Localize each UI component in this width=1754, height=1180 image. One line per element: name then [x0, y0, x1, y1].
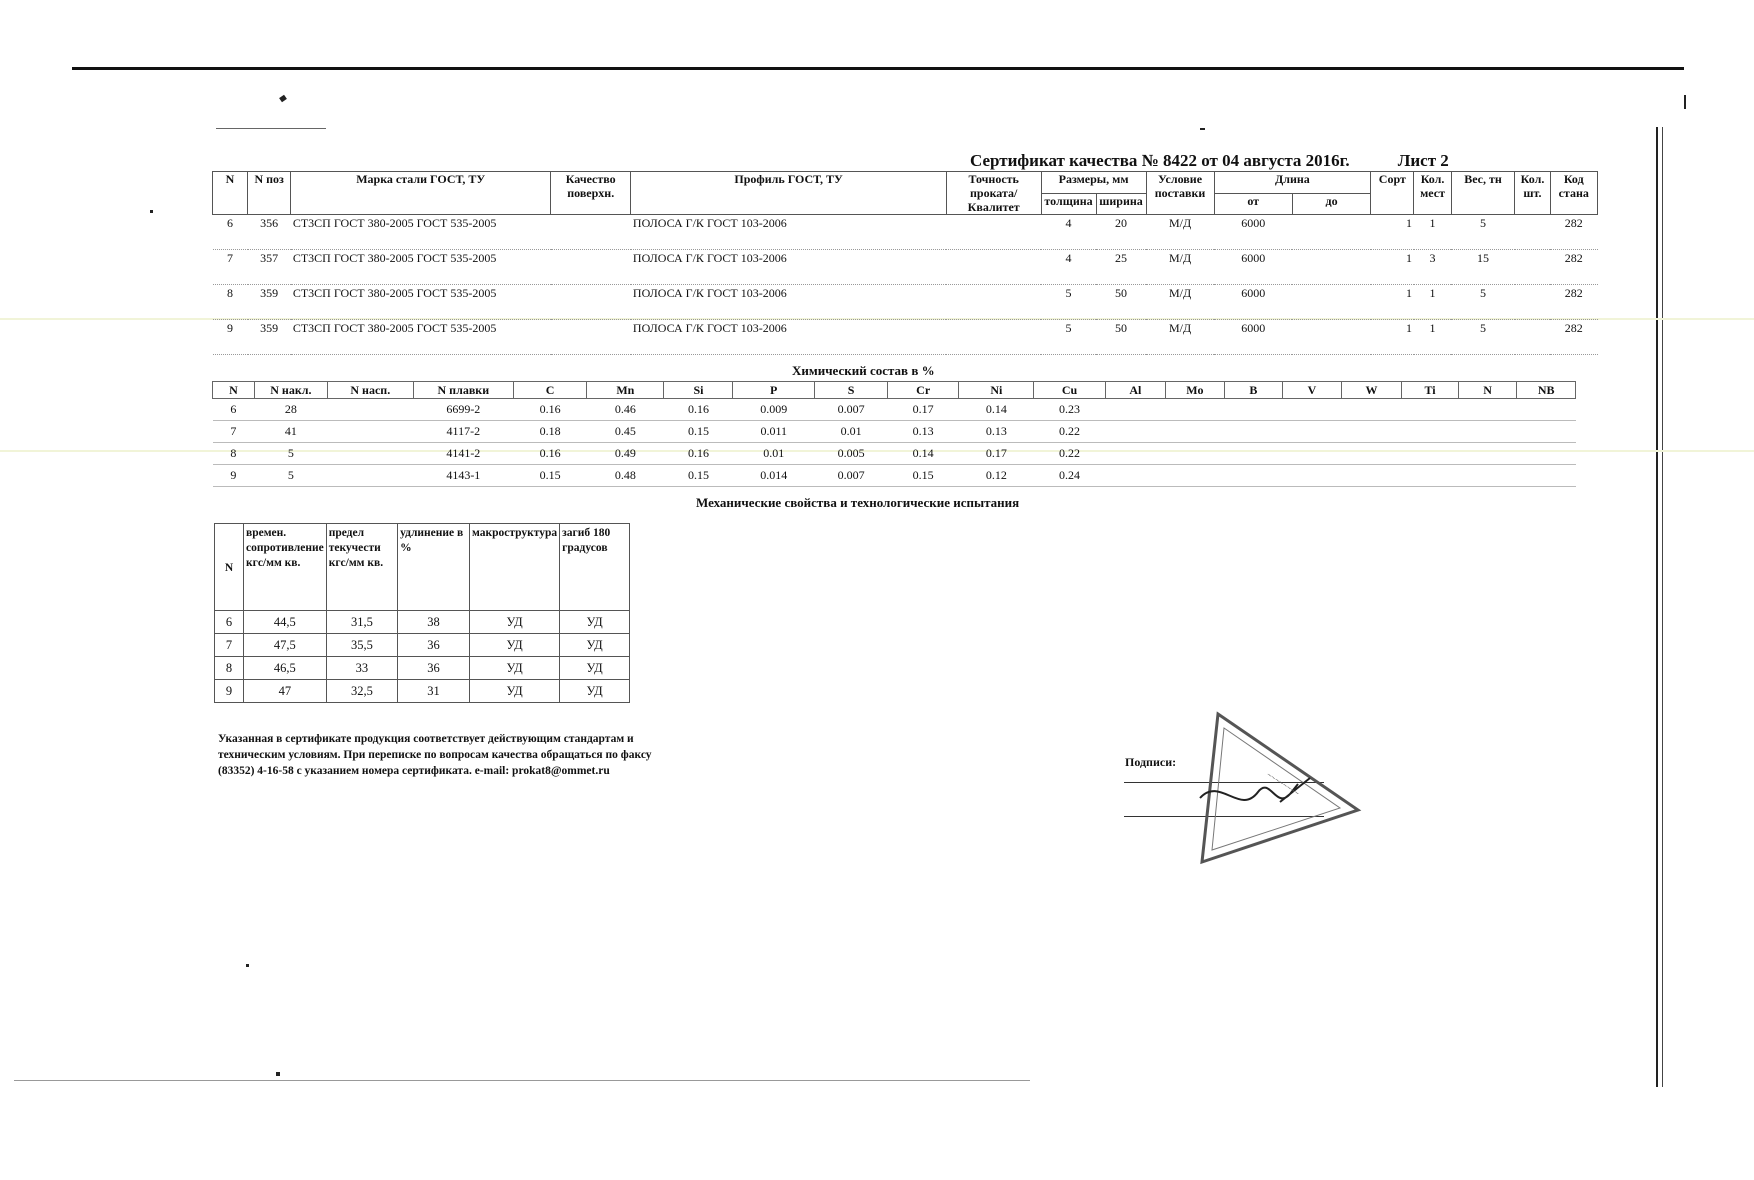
- scan-border-right-inner: [1662, 127, 1663, 1087]
- chem-cell: 0.007: [814, 465, 887, 487]
- chem-cell: 4143-1: [413, 465, 513, 487]
- chem-cell: 0.16: [513, 399, 586, 421]
- scan-speck: [150, 210, 153, 213]
- mech-header: удлинение в %: [398, 524, 470, 611]
- cell-profile: ПОЛОСА Г/К ГОСТ 103-2006: [631, 320, 946, 355]
- cell-pcs: [1515, 320, 1550, 355]
- header-pos: N поз: [248, 172, 291, 215]
- cell-sort: 1: [1371, 320, 1414, 355]
- header-places: Кол. мест: [1414, 172, 1451, 215]
- chem-cell: [1283, 443, 1342, 465]
- chem-cell: [1402, 465, 1458, 487]
- chem-cell: [327, 421, 413, 443]
- mech-cell: 36: [398, 657, 470, 680]
- sheet-number: Лист 2: [1397, 151, 1449, 170]
- chem-cell: [1517, 399, 1576, 421]
- mech-cell: 47: [243, 680, 326, 703]
- cell-width: 50: [1096, 320, 1146, 355]
- mech-cell: УД: [560, 634, 630, 657]
- chem-header: Cr: [888, 382, 959, 399]
- chem-cell: [1517, 443, 1576, 465]
- stamp-icon: [1180, 706, 1370, 870]
- chem-cell: 6: [213, 399, 255, 421]
- chem-cell: [1224, 465, 1283, 487]
- scan-speck: [276, 1072, 280, 1076]
- mech-cell: 31,5: [326, 611, 397, 634]
- scan-speck: [216, 128, 326, 129]
- mech-header: предел текучести кгс/мм кв.: [326, 524, 397, 611]
- chem-title: Химический состав в %: [792, 363, 935, 378]
- cell-accuracy: [946, 320, 1041, 355]
- note-line: техническим условиям. При переписке по вопросам качества обращаться по факсу: [218, 749, 652, 761]
- cell-grade: СТ3СП ГОСТ 380-2005 ГОСТ 535-2005: [291, 320, 551, 355]
- mech-cell: 8: [215, 657, 244, 680]
- cell-mill: 282: [1550, 320, 1598, 355]
- chem-cell: 0.15: [513, 465, 586, 487]
- chem-cell: 0.23: [1034, 399, 1105, 421]
- chem-cell: [1341, 465, 1402, 487]
- chem-cell: [327, 443, 413, 465]
- cell-pos: 359: [248, 285, 291, 320]
- chem-cell: 0.01: [733, 443, 815, 465]
- cell-grade: СТ3СП ГОСТ 380-2005 ГОСТ 535-2005: [291, 215, 551, 250]
- chem-cell: 0.009: [733, 399, 815, 421]
- header-profile: Профиль ГОСТ, ТУ: [631, 172, 946, 215]
- mech-cell: УД: [469, 611, 559, 634]
- chem-cell: 0.15: [664, 465, 733, 487]
- scan-speck: [279, 95, 287, 103]
- mech-cell: УД: [469, 680, 559, 703]
- chem-table: [212, 381, 1576, 487]
- table-row: [215, 680, 630, 703]
- cell-pcs: [1515, 250, 1550, 285]
- chem-cell: [1458, 443, 1517, 465]
- note-line: Указанная в сертификате продукция соответствует действующим стандартам и: [218, 733, 634, 745]
- cell-length-to: [1292, 320, 1370, 355]
- chem-cell: [1166, 421, 1225, 443]
- cell-thickness: 5: [1041, 285, 1096, 320]
- chem-cell: 0.46: [587, 399, 664, 421]
- chem-cell: 0.16: [664, 399, 733, 421]
- cell-pos: 357: [248, 250, 291, 285]
- chem-cell: 0.007: [814, 399, 887, 421]
- chem-cell: 0.45: [587, 421, 664, 443]
- cell-n: 7: [213, 250, 248, 285]
- table-row: [213, 320, 1598, 355]
- cell-grade: СТ3СП ГОСТ 380-2005 ГОСТ 535-2005: [291, 250, 551, 285]
- header-weight: Вес, тн: [1451, 172, 1515, 215]
- cell-surface: [551, 250, 631, 285]
- mech-cell: 47,5: [243, 634, 326, 657]
- mech-cell: 9: [215, 680, 244, 703]
- cell-length-to: [1292, 215, 1370, 250]
- table-row: [215, 611, 630, 634]
- certificate-number: Сертификат качества № 8422 от 04 августа 2016г.: [970, 151, 1350, 170]
- chem-cell: 0.15: [888, 465, 959, 487]
- chem-cell: 0.16: [664, 443, 733, 465]
- chem-cell: 0.13: [959, 421, 1034, 443]
- chem-header: Cu: [1034, 382, 1105, 399]
- cell-places: 3: [1414, 250, 1451, 285]
- mech-title: Механические свойства и технологические испытания: [696, 495, 1020, 510]
- chem-header: S: [814, 382, 887, 399]
- scan-border-bottom: [14, 1080, 1030, 1081]
- chem-cell: 0.22: [1034, 443, 1105, 465]
- cell-accuracy: [946, 215, 1041, 250]
- signature-label: Подписи:: [1125, 755, 1177, 769]
- cell-surface: [551, 285, 631, 320]
- cell-places: 1: [1414, 215, 1451, 250]
- mech-cell: 31: [398, 680, 470, 703]
- cell-sort: 1: [1371, 250, 1414, 285]
- mech-header: N: [215, 524, 244, 611]
- chem-header: P: [733, 382, 815, 399]
- chem-header: Mn: [587, 382, 664, 399]
- mech-cell: 6: [215, 611, 244, 634]
- header-length-to: до: [1292, 193, 1370, 215]
- chem-cell: [1458, 421, 1517, 443]
- chem-cell: 0.15: [664, 421, 733, 443]
- chem-cell: [1105, 465, 1166, 487]
- cell-pos: 356: [248, 215, 291, 250]
- cell-profile: ПОЛОСА Г/К ГОСТ 103-2006: [631, 215, 946, 250]
- mech-cell: УД: [560, 611, 630, 634]
- mech-cell: 36: [398, 634, 470, 657]
- cell-places: 1: [1414, 285, 1451, 320]
- cell-width: 50: [1096, 285, 1146, 320]
- certificate-title: [970, 151, 1449, 171]
- header-sizes: Размеры, мм: [1041, 172, 1146, 194]
- chem-header: V: [1283, 382, 1342, 399]
- chem-cell: [1105, 443, 1166, 465]
- mech-cell: 38: [398, 611, 470, 634]
- chem-cell: 0.014: [733, 465, 815, 487]
- chem-cell: 0.17: [959, 443, 1034, 465]
- cell-mill: 282: [1550, 285, 1598, 320]
- product-table: [212, 171, 1598, 355]
- chem-cell: 28: [254, 399, 327, 421]
- header-steel-grade: Марка стали ГОСТ, ТУ: [291, 172, 551, 215]
- scan-speck: [1200, 128, 1205, 130]
- header-accuracy: Точность проката/ Квалитет: [946, 172, 1041, 215]
- chem-cell: 0.13: [888, 421, 959, 443]
- cell-delivery: М/Д: [1146, 320, 1214, 355]
- cell-thickness: 5: [1041, 320, 1096, 355]
- cell-length-from: 6000: [1214, 285, 1292, 320]
- cell-n: 9: [213, 320, 248, 355]
- mech-cell: 44,5: [243, 611, 326, 634]
- cell-width: 25: [1096, 250, 1146, 285]
- chem-header: W: [1341, 382, 1402, 399]
- chem-cell: 0.14: [959, 399, 1034, 421]
- chem-header: N накл.: [254, 382, 327, 399]
- chem-header: N плавки: [413, 382, 513, 399]
- chem-cell: [1402, 399, 1458, 421]
- chem-header-row: [213, 382, 1576, 399]
- header-surface: Качество поверхн.: [551, 172, 631, 215]
- table-row: [215, 634, 630, 657]
- mech-cell: 32,5: [326, 680, 397, 703]
- cell-mill: 282: [1550, 215, 1598, 250]
- cell-length-from: 6000: [1214, 215, 1292, 250]
- chem-header: Ni: [959, 382, 1034, 399]
- header-length-from: от: [1214, 193, 1292, 215]
- mech-header-row: [215, 524, 630, 611]
- cell-sort: 1: [1371, 285, 1414, 320]
- chem-header: N: [1458, 382, 1517, 399]
- mech-cell: УД: [469, 657, 559, 680]
- cell-delivery: М/Д: [1146, 285, 1214, 320]
- table-row: [213, 250, 1598, 285]
- chem-cell: 5: [254, 443, 327, 465]
- cell-length-to: [1292, 285, 1370, 320]
- chem-cell: [1283, 465, 1342, 487]
- chem-header: NB: [1517, 382, 1576, 399]
- note-line: (83352) 4-16-58 с указанием номера сертификата. e-mail: prokat8@ommet.ru: [218, 765, 610, 777]
- mech-cell: 46,5: [243, 657, 326, 680]
- cell-mill: 282: [1550, 250, 1598, 285]
- chem-header: C: [513, 382, 586, 399]
- chem-cell: 0.01: [814, 421, 887, 443]
- header-mill: Код стана: [1550, 172, 1598, 215]
- chem-cell: [1283, 421, 1342, 443]
- chem-header: Ti: [1402, 382, 1458, 399]
- chem-cell: 4141-2: [413, 443, 513, 465]
- chem-header: N насп.: [327, 382, 413, 399]
- compliance-note: [218, 731, 838, 779]
- chem-cell: [1341, 443, 1402, 465]
- cell-accuracy: [946, 285, 1041, 320]
- chem-cell: 7: [213, 421, 255, 443]
- chem-cell: 41: [254, 421, 327, 443]
- chem-cell: [327, 465, 413, 487]
- cell-n: 6: [213, 215, 248, 250]
- chem-cell: [1224, 421, 1283, 443]
- chem-cell: 0.005: [814, 443, 887, 465]
- table-row: [213, 421, 1576, 443]
- cell-length-from: 6000: [1214, 320, 1292, 355]
- cell-weight: 15: [1451, 250, 1515, 285]
- chem-cell: 4117-2: [413, 421, 513, 443]
- chem-cell: [1283, 399, 1342, 421]
- table-row: [213, 465, 1576, 487]
- cell-profile: ПОЛОСА Г/К ГОСТ 103-2006: [631, 250, 946, 285]
- cell-pcs: [1515, 215, 1550, 250]
- cell-weight: 5: [1451, 320, 1515, 355]
- scan-border-top: [72, 67, 1684, 70]
- cell-pos: 359: [248, 320, 291, 355]
- chem-cell: 0.18: [513, 421, 586, 443]
- svg-text:~~~~~~~~: ~~~~~~~~: [1264, 770, 1302, 799]
- cell-length-from: 6000: [1214, 250, 1292, 285]
- mech-cell: 35,5: [326, 634, 397, 657]
- mech-cell: 7: [215, 634, 244, 657]
- cell-thickness: 4: [1041, 250, 1096, 285]
- chem-cell: 0.011: [733, 421, 815, 443]
- cell-sort: 1: [1371, 215, 1414, 250]
- chem-header: N: [213, 382, 255, 399]
- scan-speck: [246, 964, 249, 967]
- cell-surface: [551, 215, 631, 250]
- chem-cell: [1517, 465, 1576, 487]
- chem-header: B: [1224, 382, 1283, 399]
- chem-header: Al: [1105, 382, 1166, 399]
- header-width: ширина: [1096, 193, 1146, 215]
- cell-surface: [551, 320, 631, 355]
- mech-table: [214, 523, 630, 703]
- chem-cell: [327, 399, 413, 421]
- chem-cell: 0.12: [959, 465, 1034, 487]
- chem-cell: [1402, 421, 1458, 443]
- chem-cell: 0.16: [513, 443, 586, 465]
- chem-cell: [1341, 421, 1402, 443]
- chem-cell: [1458, 399, 1517, 421]
- chem-cell: 6699-2: [413, 399, 513, 421]
- chem-cell: 0.14: [888, 443, 959, 465]
- scan-border-right: [1656, 127, 1658, 1087]
- cell-delivery: М/Д: [1146, 250, 1214, 285]
- cell-places: 1: [1414, 320, 1451, 355]
- table-row: [215, 657, 630, 680]
- chem-cell: [1166, 443, 1225, 465]
- chem-cell: 0.17: [888, 399, 959, 421]
- table-row: [213, 443, 1576, 465]
- chem-header: Mo: [1166, 382, 1225, 399]
- mech-cell: УД: [560, 680, 630, 703]
- chem-cell: [1166, 399, 1225, 421]
- chem-cell: [1105, 399, 1166, 421]
- mech-header: макроструктура: [469, 524, 559, 611]
- header-thickness: толщина: [1041, 193, 1096, 215]
- cell-weight: 5: [1451, 285, 1515, 320]
- header-pcs: Кол. шт.: [1515, 172, 1550, 215]
- cell-weight: 5: [1451, 215, 1515, 250]
- scan-speck: [1684, 95, 1686, 109]
- table-row: [213, 215, 1598, 250]
- cell-accuracy: [946, 250, 1041, 285]
- chem-cell: 0.24: [1034, 465, 1105, 487]
- chem-cell: [1105, 421, 1166, 443]
- chem-cell: [1517, 421, 1576, 443]
- mech-header: времен. сопротивление кгс/мм кв.: [243, 524, 326, 611]
- cell-n: 8: [213, 285, 248, 320]
- cell-length-to: [1292, 250, 1370, 285]
- chem-cell: [1458, 465, 1517, 487]
- chem-cell: [1402, 443, 1458, 465]
- chem-cell: [1166, 465, 1225, 487]
- chem-header: Si: [664, 382, 733, 399]
- cell-pcs: [1515, 285, 1550, 320]
- chem-cell: [1341, 399, 1402, 421]
- chem-cell: 0.22: [1034, 421, 1105, 443]
- mech-cell: УД: [560, 657, 630, 680]
- table-row: [213, 399, 1576, 421]
- chem-cell: 5: [254, 465, 327, 487]
- header-delivery: Условие поставки: [1146, 172, 1214, 215]
- cell-thickness: 4: [1041, 215, 1096, 250]
- chem-cell: 9: [213, 465, 255, 487]
- product-header-row: [213, 172, 1598, 194]
- cell-delivery: М/Д: [1146, 215, 1214, 250]
- chem-cell: 0.49: [587, 443, 664, 465]
- mech-cell: УД: [469, 634, 559, 657]
- chem-cell: [1224, 443, 1283, 465]
- table-row: [213, 285, 1598, 320]
- header-n: N: [213, 172, 248, 215]
- chem-cell: 0.48: [587, 465, 664, 487]
- cell-profile: ПОЛОСА Г/К ГОСТ 103-2006: [631, 285, 946, 320]
- cell-grade: СТ3СП ГОСТ 380-2005 ГОСТ 535-2005: [291, 285, 551, 320]
- mech-header: загиб 180 градусов: [560, 524, 630, 611]
- mech-cell: 33: [326, 657, 397, 680]
- header-length: Длина: [1214, 172, 1371, 194]
- cell-width: 20: [1096, 215, 1146, 250]
- chem-cell: 8: [213, 443, 255, 465]
- chem-cell: [1224, 399, 1283, 421]
- header-sort: Сорт: [1371, 172, 1414, 215]
